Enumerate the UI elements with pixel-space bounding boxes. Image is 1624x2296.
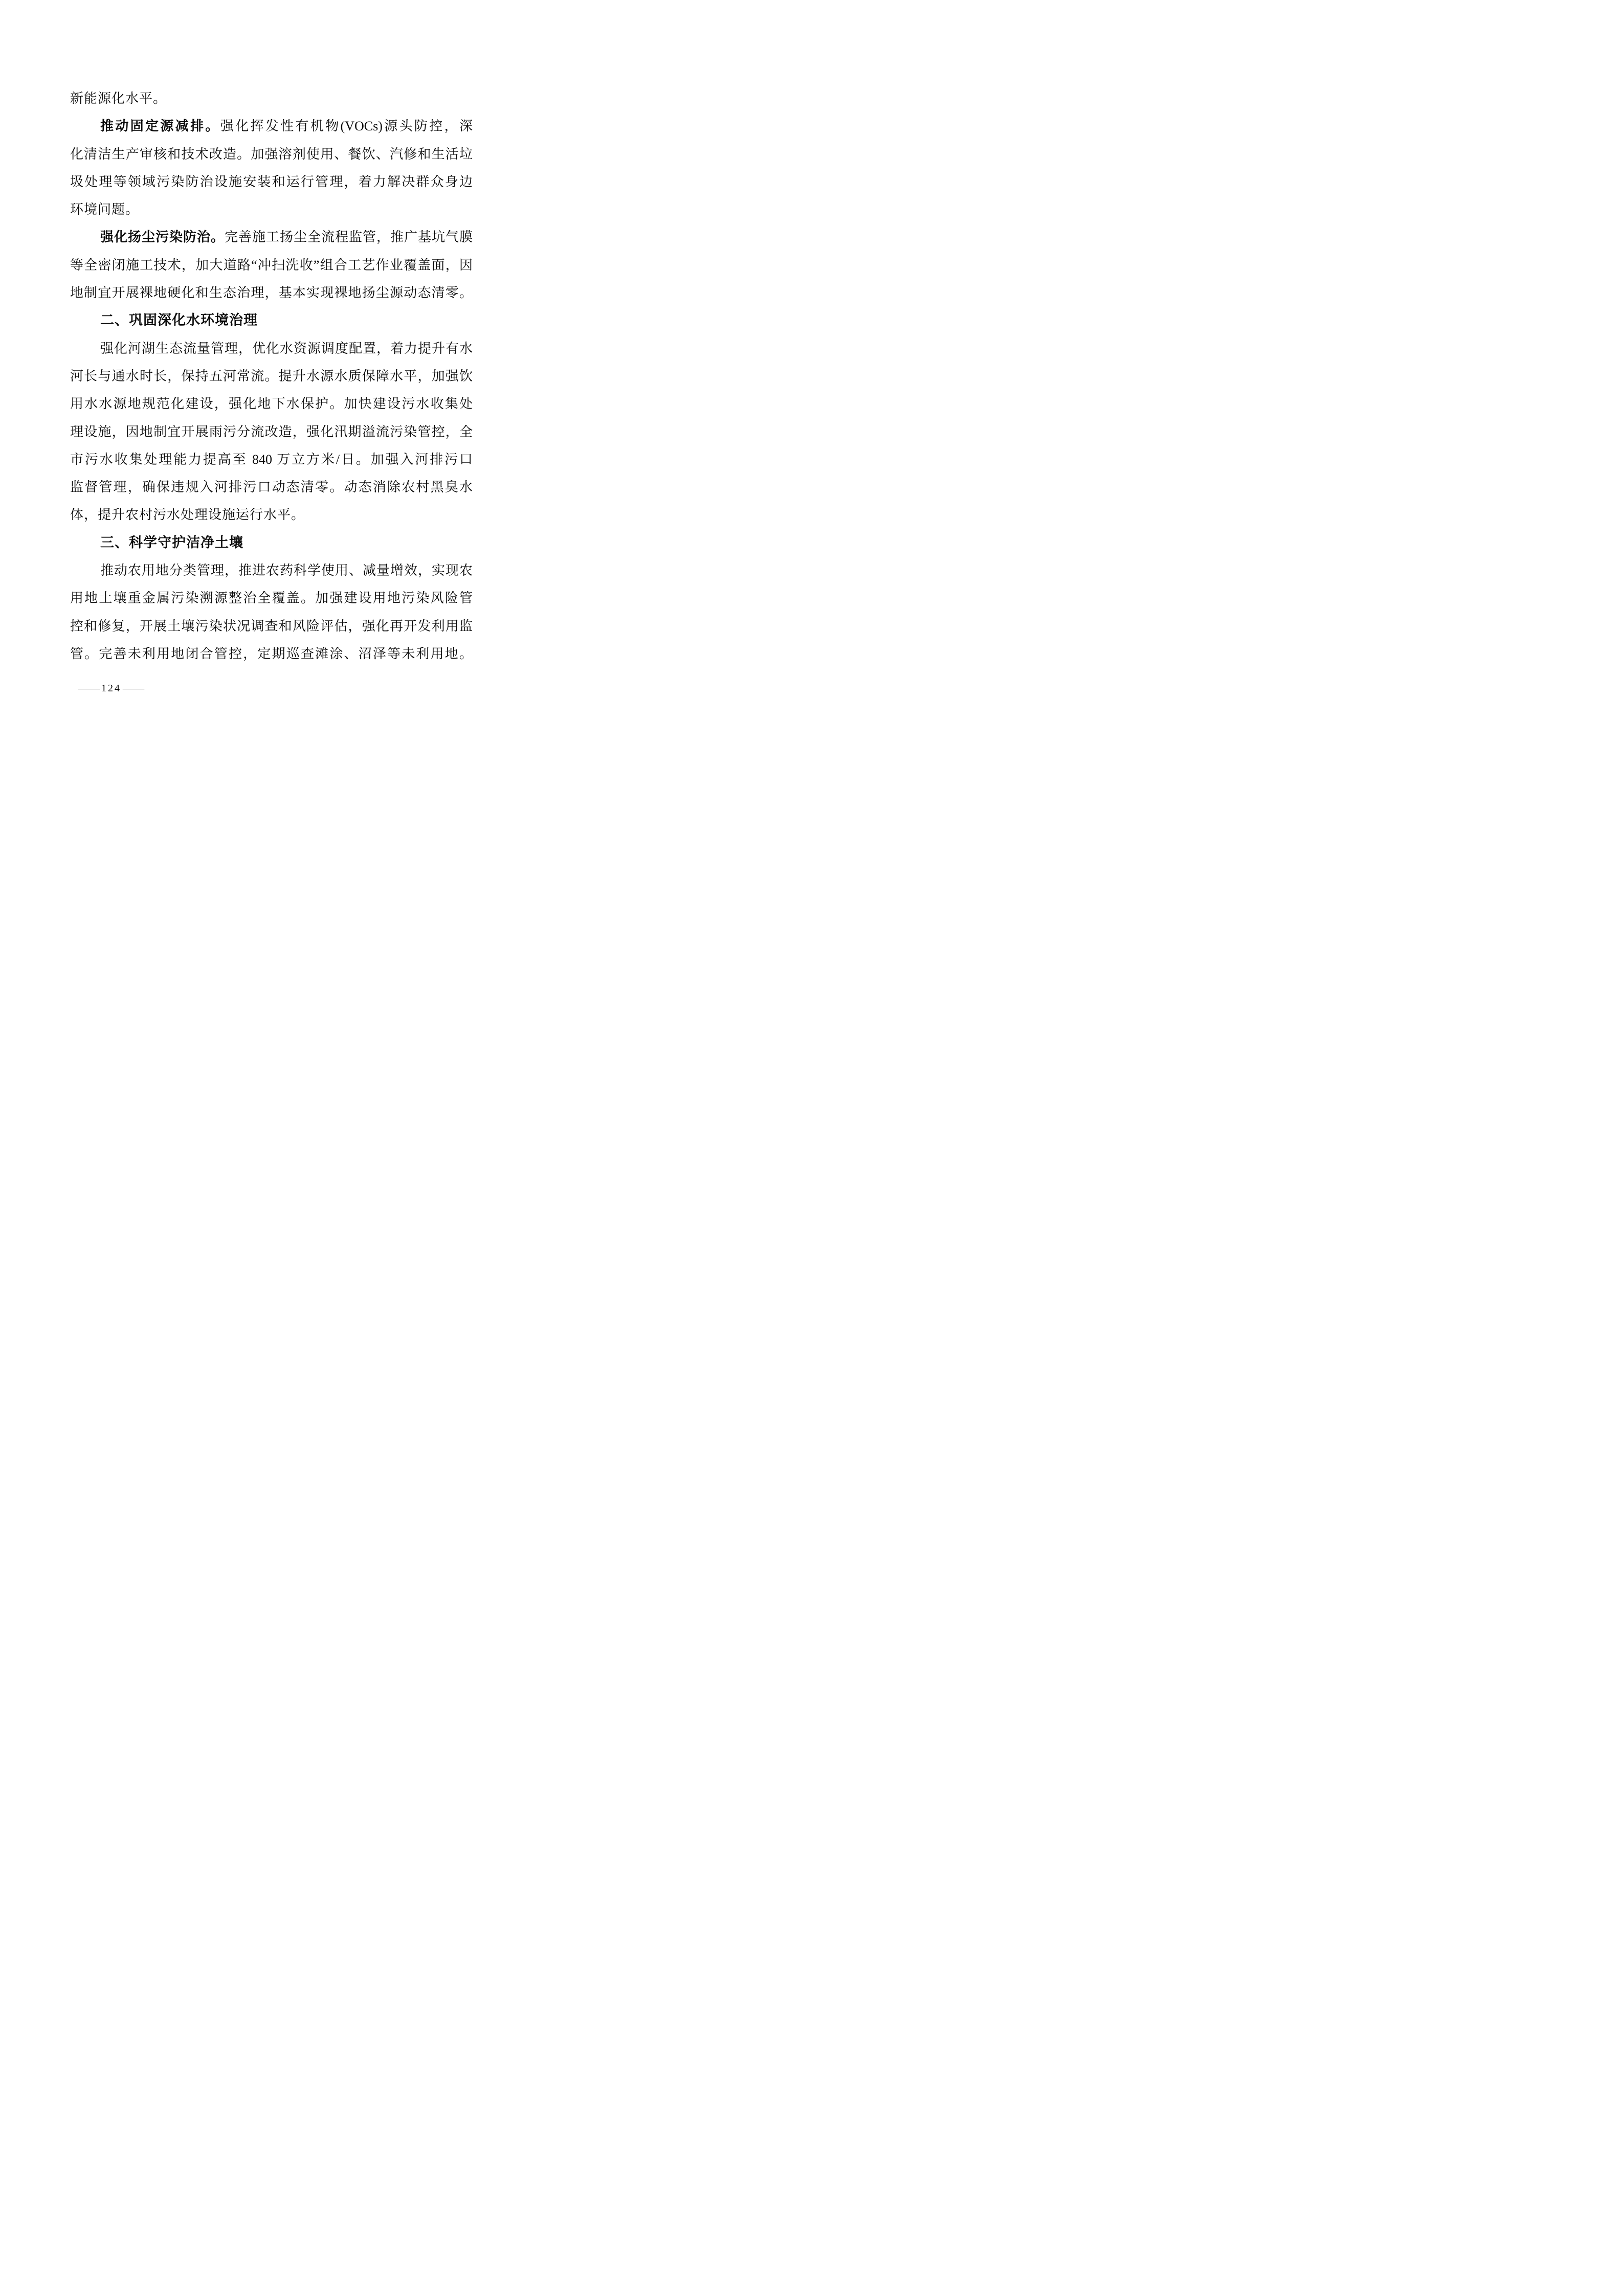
document-page bbox=[0, 0, 541, 766]
body-line: 市污水收集处理能力提高至 840 万立方米/日。加强入河排污口 bbox=[70, 452, 473, 467]
paragraph-lead: 推动固定源减排。 bbox=[100, 119, 220, 134]
section-heading-3: 三、科学守护洁净土壤 bbox=[100, 534, 243, 551]
page-number: 124 bbox=[101, 682, 121, 694]
body-line bbox=[70, 223, 473, 251]
body-line: 控和修复，开展土壤污染状况调查和风险评估，强化再开发利用监 bbox=[70, 618, 473, 634]
body-line: 管。完善未利用地闭合管控，定期巡查滩涂、沼泽等未利用地。 bbox=[70, 646, 473, 661]
body-line: 监督管理，确保违规入河排污口动态清零。动态消除农村黑臭水 bbox=[70, 480, 473, 495]
body-line: 地制宜开展裸地硬化和生态治理，基本实现裸地扬尘源动态清零。 bbox=[70, 285, 473, 301]
body-line: 化清洁生产审核和技术改造。加强溶剂使用、餐饮、汽修和生活垃 bbox=[70, 146, 473, 162]
body-line: 河长与通水时长，保持五河常流。提升水源水质保障水平，加强饮 bbox=[70, 368, 473, 384]
footer-dash-left: — bbox=[78, 682, 100, 694]
body-line: 用水水源地规范化建设，强化地下水保护。加快建设污水收集处 bbox=[70, 396, 473, 412]
body-line: 强化河湖生态流量管理，优化水资源调度配置，着力提升有水 bbox=[100, 341, 473, 356]
body-line: 理设施，因地制宜开展雨污分流改造，强化汛期溢流污染管控，全 bbox=[70, 424, 473, 439]
paragraph-lead: 强化扬尘污染防治。 bbox=[100, 230, 225, 245]
body-line: 新能源化水平。 bbox=[70, 91, 167, 106]
body-line bbox=[70, 112, 473, 140]
body-line: 等全密闭施工技术，加大道路“冲扫洗收”组合工艺作业覆盖面，因 bbox=[70, 257, 473, 273]
body-line: 圾处理等领域污染防治设施安装和运行管理，着力解决群众身边 bbox=[70, 174, 473, 189]
footer-dash-right: — bbox=[123, 682, 144, 694]
body-line: 环境问题。 bbox=[70, 202, 140, 217]
body-line: 推动农用地分类管理，推进农药科学使用、减量增效，实现农 bbox=[100, 563, 473, 578]
body-line: 体，提升农村污水处理设施运行水平。 bbox=[70, 507, 305, 523]
body-text: 完善施工扬尘全流程监管，推广基坑气膜 bbox=[225, 230, 473, 245]
page-footer bbox=[77, 681, 146, 696]
body-text: 强化挥发性有机物(VOCs)源头防控，深 bbox=[220, 119, 473, 134]
document-body bbox=[70, 85, 473, 668]
section-heading-2: 二、巩固深化水环境治理 bbox=[100, 312, 258, 329]
body-line: 用地土壤重金属污染溯源整治全覆盖。加强建设用地污染风险管 bbox=[70, 591, 473, 606]
